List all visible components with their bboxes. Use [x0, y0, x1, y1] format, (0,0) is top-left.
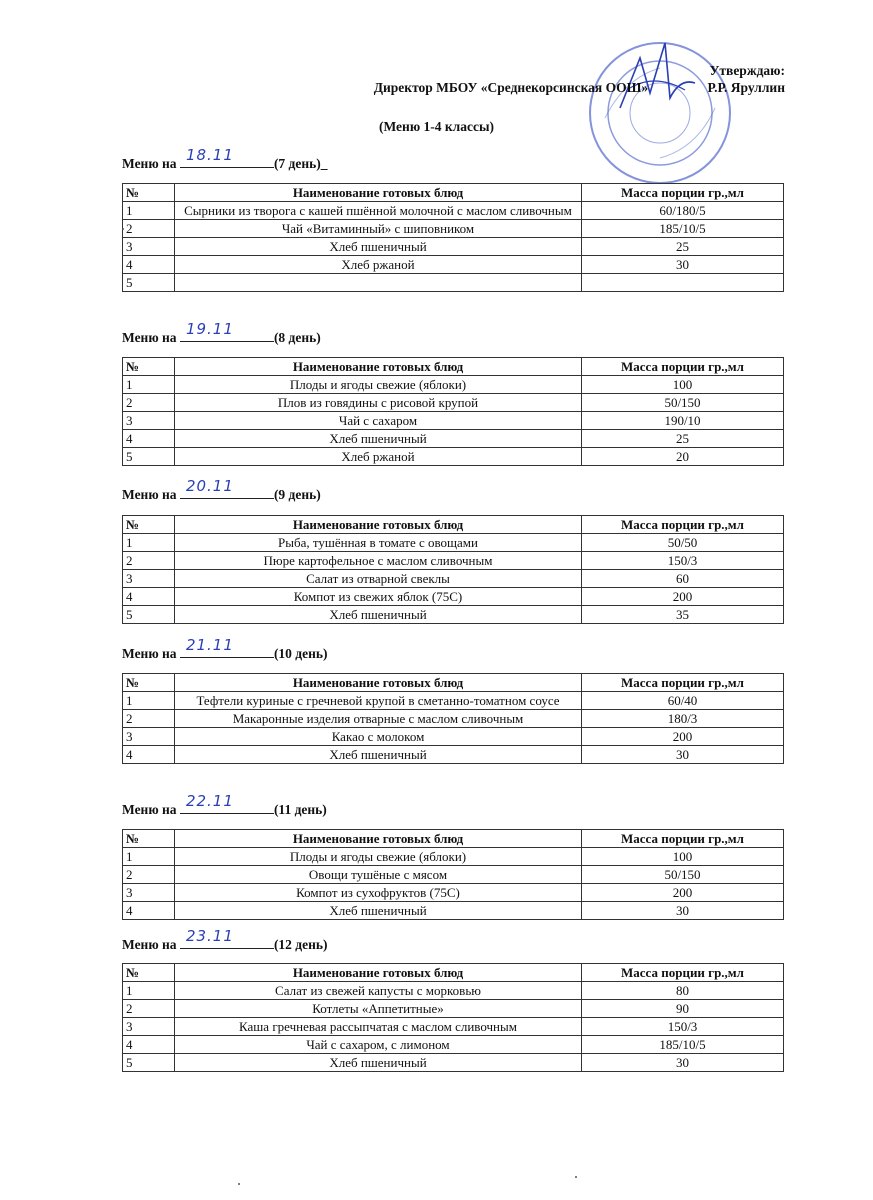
- portion-mass: 200: [582, 728, 784, 746]
- portion-mass: 200: [582, 884, 784, 902]
- dish-name: Овощи тушёные с мясом: [175, 866, 582, 884]
- table-row: [123, 394, 784, 412]
- row-number: 3: [123, 238, 175, 256]
- dish-name: Каша гречневая рассыпчатая с маслом сливочным: [175, 1018, 582, 1036]
- row-number: 1: [123, 202, 175, 220]
- page-subtitle: (Меню 1-4 классы): [378, 119, 494, 134]
- portion-mass: 200: [582, 588, 784, 606]
- table-row: [123, 220, 784, 238]
- row-number: 5: [123, 274, 175, 292]
- row-number: 2: [123, 394, 175, 412]
- table-header-row: [123, 184, 784, 202]
- dish-name: Какао с молоком: [175, 728, 582, 746]
- row-number: 1: [123, 534, 175, 552]
- row-number: 2: [123, 552, 175, 570]
- menu-heading-prefix: Меню на: [122, 937, 180, 952]
- row-number: 3: [123, 728, 175, 746]
- table-row: [123, 1018, 784, 1036]
- director-label: Директор МБОУ «Среднекорсинская ООШ»: [373, 80, 649, 95]
- menu-heading-prefix: Меню на: [122, 646, 180, 661]
- portion-mass: 20: [582, 448, 784, 466]
- dish-name: Тефтели куриные с гречневой крупой в сметанно-томатном соусе: [175, 692, 582, 710]
- dish-name: Хлеб пшеничный: [175, 606, 582, 624]
- menu-heading: [122, 146, 328, 172]
- portion-mass: 60/180/5: [582, 202, 784, 220]
- handwritten-date: 22.11: [185, 792, 234, 810]
- dish-name: Чай с сахаром, с лимоном: [175, 1036, 582, 1054]
- column-header-dish: Наименование готовых блюд: [175, 516, 582, 534]
- table-row: [123, 412, 784, 430]
- row-number: 1: [123, 982, 175, 1000]
- dish-name: Компот из сухофруктов (75С): [175, 884, 582, 902]
- row-number: 4: [123, 430, 175, 448]
- date-blank: [180, 927, 274, 949]
- table-row: [123, 1000, 784, 1018]
- portion-mass: 30: [582, 256, 784, 274]
- menu-day-label: (12 день): [273, 937, 328, 952]
- menu-day-label: (10 день): [273, 646, 328, 661]
- table-row: [123, 1036, 784, 1054]
- dish-name: Хлеб ржаной: [175, 256, 582, 274]
- table-row: [123, 884, 784, 902]
- column-header-num: №: [123, 674, 175, 692]
- column-header-dish: Наименование готовых блюд: [175, 830, 582, 848]
- table-row: [123, 606, 784, 624]
- table-row: [123, 1054, 784, 1072]
- table-row: [123, 256, 784, 274]
- date-blank: [180, 320, 274, 342]
- row-number: 4: [123, 902, 175, 920]
- menu-table: [122, 829, 784, 920]
- portion-mass: 50/150: [582, 394, 784, 412]
- table-header-row: [123, 358, 784, 376]
- dish-name: Хлеб пшеничный: [175, 902, 582, 920]
- portion-mass: 190/10: [582, 412, 784, 430]
- menu-table: [122, 673, 784, 764]
- portion-mass: 25: [582, 238, 784, 256]
- table-row: [123, 552, 784, 570]
- menu-heading-prefix: Меню на: [122, 330, 180, 345]
- table-row: [123, 430, 784, 448]
- portion-mass: [582, 274, 784, 292]
- dish-name: Хлеб пшеничный: [175, 430, 582, 448]
- portion-mass: 150/3: [582, 552, 784, 570]
- dish-name: Хлеб пшеничный: [175, 746, 582, 764]
- table-row: [123, 448, 784, 466]
- menu-heading: [122, 477, 321, 503]
- dish-name: Пюре картофельное с маслом сливочным: [175, 552, 582, 570]
- row-number: 3: [123, 570, 175, 588]
- dish-name: Плов из говядины с рисовой крупой: [175, 394, 582, 412]
- row-number: 4: [123, 588, 175, 606]
- date-blank: [180, 636, 274, 658]
- table-row: [123, 238, 784, 256]
- row-number: 4: [123, 256, 175, 274]
- row-number: 5: [123, 606, 175, 624]
- row-number: 4: [123, 1036, 175, 1054]
- menu-day-label: (9 день): [273, 487, 321, 502]
- row-number: 1: [123, 376, 175, 394]
- column-header-dish: Наименование готовых блюд: [175, 358, 582, 376]
- row-number: 2: [123, 710, 175, 728]
- row-number: 3: [123, 1018, 175, 1036]
- portion-mass: 90: [582, 1000, 784, 1018]
- portion-mass: 185/10/5: [582, 220, 784, 238]
- table-row: [123, 534, 784, 552]
- column-header-mass: Масса порции гр.,мл: [582, 358, 784, 376]
- table-row: [123, 274, 784, 292]
- menu-heading: [122, 636, 328, 662]
- column-header-dish: Наименование готовых блюд: [175, 184, 582, 202]
- portion-mass: 30: [582, 746, 784, 764]
- row-number: 2: [123, 1000, 175, 1018]
- column-header-mass: Масса порции гр.,мл: [582, 184, 784, 202]
- dish-name: Плоды и ягоды свежие (яблоки): [175, 376, 582, 394]
- column-header-num: №: [123, 184, 175, 202]
- handwritten-date: 21.11: [185, 636, 234, 654]
- row-number: 3: [123, 412, 175, 430]
- dish-name: Компот из свежих яблок (75С): [175, 588, 582, 606]
- column-header-num: №: [123, 516, 175, 534]
- dish-name: Салат из отварной свеклы: [175, 570, 582, 588]
- portion-mass: 180/3: [582, 710, 784, 728]
- date-blank: [180, 477, 274, 499]
- table-row: [123, 202, 784, 220]
- column-header-mass: Масса порции гр.,мл: [582, 964, 784, 982]
- portion-mass: 25: [582, 430, 784, 448]
- menu-day-label: (11 день): [273, 802, 327, 817]
- handwritten-date: 19.11: [185, 320, 234, 338]
- portion-mass: 50/150: [582, 866, 784, 884]
- dish-name: Котлеты «Аппетитные»: [175, 1000, 582, 1018]
- approve-label: Утверждаю:: [709, 63, 785, 78]
- dish-name: Салат из свежей капусты с морковью: [175, 982, 582, 1000]
- column-header-dish: Наименование готовых блюд: [175, 964, 582, 982]
- portion-mass: 60/40: [582, 692, 784, 710]
- portion-mass: 60: [582, 570, 784, 588]
- dish-name: Рыба, тушённая в томате с овощами: [175, 534, 582, 552]
- table-row: [123, 848, 784, 866]
- portion-mass: 100: [582, 848, 784, 866]
- table-row: [123, 728, 784, 746]
- menu-heading: [122, 792, 327, 818]
- menu-table: [122, 183, 784, 292]
- row-number: 1: [123, 692, 175, 710]
- row-number: 5: [123, 448, 175, 466]
- table-row: [123, 902, 784, 920]
- menu-table: [122, 515, 784, 624]
- table-header-row: [123, 674, 784, 692]
- row-number: 2: [123, 866, 175, 884]
- table-row: [123, 588, 784, 606]
- menu-day-label: (7 день)_: [273, 156, 328, 171]
- column-header-mass: Масса порции гр.,мл: [582, 830, 784, 848]
- menu-table: [122, 963, 784, 1072]
- column-header-num: №: [123, 830, 175, 848]
- column-header-dish: Наименование готовых блюд: [175, 674, 582, 692]
- portion-mass: 30: [582, 902, 784, 920]
- row-number: 3: [123, 884, 175, 902]
- table-header-row: [123, 964, 784, 982]
- column-header-num: №: [123, 358, 175, 376]
- row-number: 2: [123, 220, 175, 238]
- date-blank: [180, 792, 274, 814]
- column-header-mass: Масса порции гр.,мл: [582, 674, 784, 692]
- date-blank: [180, 146, 274, 168]
- table-row: [123, 746, 784, 764]
- row-number: 5: [123, 1054, 175, 1072]
- dish-name: Чай с сахаром: [175, 412, 582, 430]
- approval-block: [374, 62, 785, 96]
- portion-mass: 185/10/5: [582, 1036, 784, 1054]
- dish-name: Макаронные изделия отварные с маслом сливочным: [175, 710, 582, 728]
- portion-mass: 35: [582, 606, 784, 624]
- dish-name: Чай «Витаминный» с шиповником: [175, 220, 582, 238]
- table-row: [123, 692, 784, 710]
- portion-mass: 30: [582, 1054, 784, 1072]
- row-number: 4: [123, 746, 175, 764]
- dish-name: [175, 274, 582, 292]
- dish-name: Сырники из творога с кашей пшённой молочной с маслом сливочным: [175, 202, 582, 220]
- row-number: 1: [123, 848, 175, 866]
- table-row: [123, 866, 784, 884]
- handwritten-date: 18.11: [185, 146, 234, 164]
- dish-name: Хлеб пшеничный: [175, 1054, 582, 1072]
- dish-name: Хлеб ржаной: [175, 448, 582, 466]
- handwritten-date: 23.11: [185, 927, 234, 945]
- menu-heading-prefix: Меню на: [122, 156, 180, 171]
- dish-name: Хлеб пшеничный: [175, 238, 582, 256]
- portion-mass: 50/50: [582, 534, 784, 552]
- menu-heading-prefix: Меню на: [122, 487, 180, 502]
- menu-heading-prefix: Меню на: [122, 802, 180, 817]
- menu-heading: [122, 927, 328, 953]
- column-header-num: №: [123, 964, 175, 982]
- portion-mass: 80: [582, 982, 784, 1000]
- portion-mass: 100: [582, 376, 784, 394]
- column-header-mass: Масса порции гр.,мл: [582, 516, 784, 534]
- table-row: [123, 376, 784, 394]
- director-name: Р.Р. Яруллин: [707, 80, 785, 95]
- menu-heading: [122, 320, 321, 346]
- menu-day-label: (8 день): [273, 330, 321, 345]
- portion-mass: 150/3: [582, 1018, 784, 1036]
- menu-table: [122, 357, 784, 466]
- table-row: [123, 570, 784, 588]
- table-header-row: [123, 516, 784, 534]
- table-header-row: [123, 830, 784, 848]
- handwritten-date: 20.11: [185, 477, 234, 495]
- table-row: [123, 982, 784, 1000]
- dish-name: Плоды и ягоды свежие (яблоки): [175, 848, 582, 866]
- table-row: [123, 710, 784, 728]
